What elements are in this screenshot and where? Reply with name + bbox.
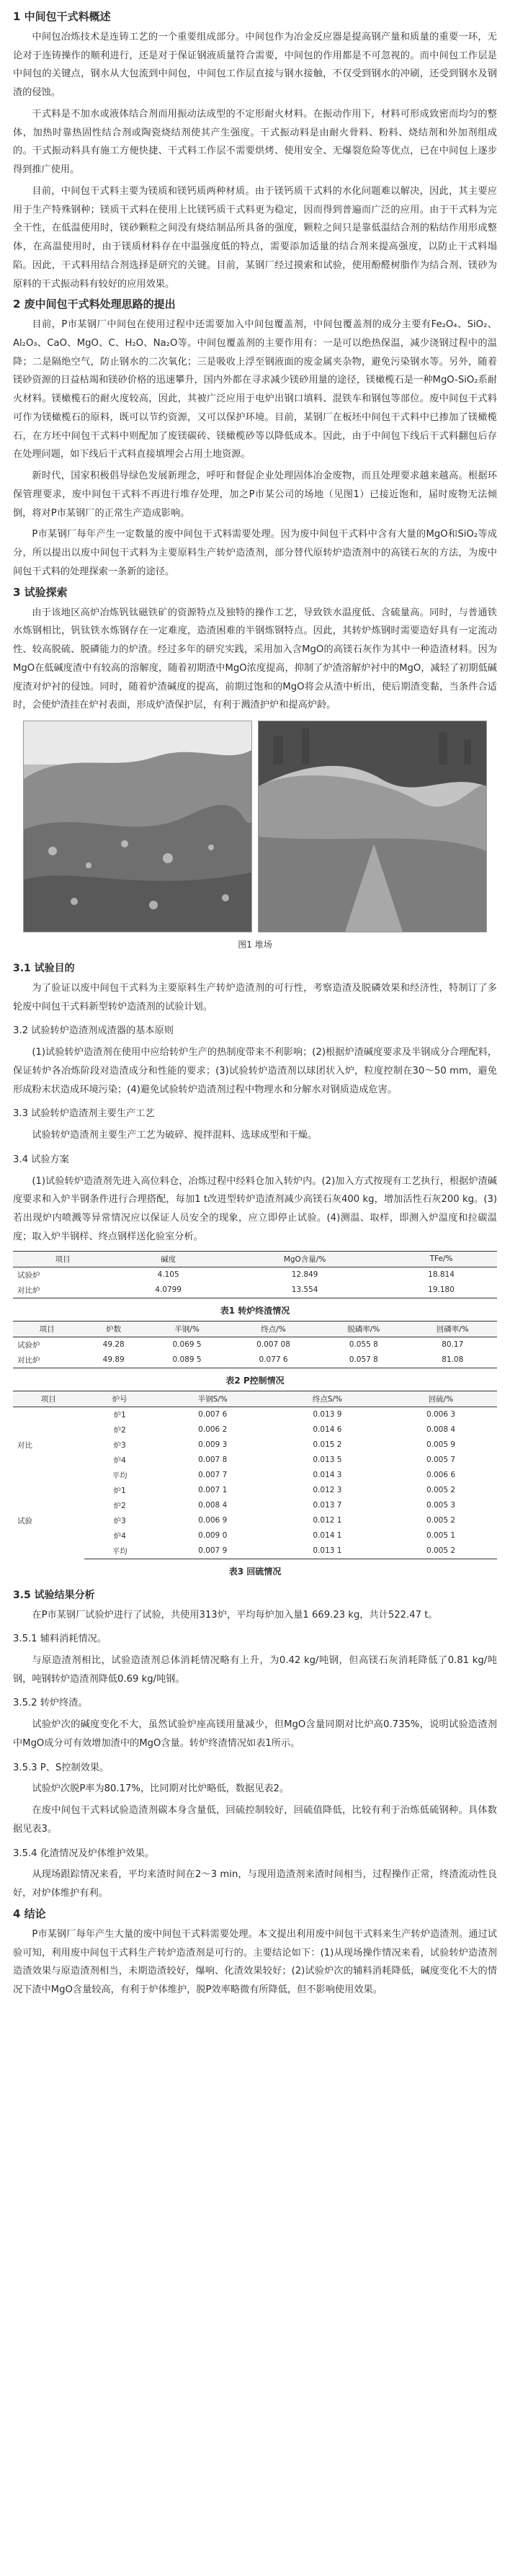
table-cell: 0.013 5 [313, 1456, 342, 1465]
table-2 [13, 1321, 497, 1368]
table-cell: 炉2 [113, 1425, 126, 1435]
subsection-heading: 3.5 试验结果分析 [13, 1589, 95, 1601]
table-cell: 0.014 3 [313, 1471, 342, 1480]
table-row [13, 1498, 497, 1513]
table-cell: 平均 [112, 1471, 128, 1480]
table-header-cell: 炉数 [81, 1321, 146, 1337]
table-row [13, 1468, 497, 1483]
table-cell: 试验炉 [17, 1340, 40, 1350]
stockyard-photo-left [23, 721, 252, 932]
subsection-heading: 3.3 试验转炉造渣剂主要生产工艺 [13, 1108, 155, 1120]
table-header-cell: 半钢/% [146, 1321, 228, 1337]
table-cell: 80.17 [442, 1340, 464, 1350]
table-row [13, 1407, 497, 1422]
table-header-cell: 碱度 [112, 1251, 224, 1267]
table-row [13, 1352, 497, 1368]
table-cell: 18.814 [428, 1270, 455, 1280]
table-header-cell: 终点/% [228, 1321, 319, 1337]
paragraph: (1)试验转炉造渣剂在使用中应给转炉生产的热制度带来不利影响；(2)根据炉渣碱度要求及半钢成分合理配料，保证转炉各冶炼阶段对造渣成分和性能的要求；(3)试验转炉造渣剂以球团状入炉，粒度控制在30～50 mm，避免形成粉末状造成环境污染；(4)避免试验转炉造渣剂过程中物理水和分解水对钢质造成危害。 [13, 1047, 497, 1095]
table-row [13, 1543, 497, 1559]
subsection-heading: 3.5.2 转炉终渣。 [13, 1698, 88, 1709]
table-header-cell: 终点S/% [270, 1391, 385, 1407]
paragraph: 试验转炉造渣剂主要生产工艺为破碎、搅拌混料、选球成型和干燥。 [32, 1130, 318, 1141]
table-cell: 81.08 [408, 1352, 497, 1368]
table-row [13, 1267, 497, 1283]
stockyard-photo-right [258, 721, 487, 932]
paragraph: (1)试验转炉造渣剂先进入高位料仓，冶炼过程中经料仓加入转炉内。(2)加入方式按现有工艺执行，根据炉渣碱度要求和入炉半钢条件进行合理搭配，每加1 t改进型转炉造渣剂减少高镁石灰400 kg，增加活性石灰200 kg。(3)若出现炉内喷溅等异常情况应以保证人员安全的现象，应立即停止试验。(4)测温、取样，即测入炉温度和拉碳温度；取入炉半钢样、终点钢样送化验室分析。 [13, 1175, 497, 1242]
table-header-cell: 回硫/% [385, 1391, 497, 1407]
table-cell: 0.055 8 [349, 1340, 378, 1350]
paragraph: 由于该地区高炉冶炼钒钛磁铁矿的资源特点及独特的操作工艺，导致铁水温度低、含硫量高。同时，与普通铁水炼钢相比，钒钛铁水炼钢存在一定难度，造渣困难的半钢炼钢特点。因此，其转炉炼钢时需要造好具有一定流动性、较高脱硫、脱磷能力的炉渣。经过多年的研究实践，采用加入含MgO的高镁石灰作为其中一种造渣材料。因为MgO在低碱度渣中有较高的溶解度，随着初期渣中MgO浓度提高，抑制了炉渣溶解炉衬中的MgO，减轻了初期低碱度渣对炉衬的侵蚀。同时，随着炉渣碱度的提高，前期过饱和的MgO将会从渣中析出，使后期渣变黏，当条件合适时，会使炉渣挂在炉衬表面，形成炉渣保护层，有利于溅渣护炉和提高炉龄。 [13, 607, 497, 711]
table-header-cell: 项目 [13, 1251, 112, 1267]
paragraph: P市某钢厂每年产生大量的废中间包干式料需要处理。本文提出利用废中间包干式料来生产转炉造渣剂。通过试验可知，利用废中间包干式料生产转炉造渣剂是可行的。主要结论如下：(1)从现场操作情况来看，试验转炉造渣剂造渣效果与原造渣剂相当，未期造渣较好，爆响、化渣效果较好；(2)试验炉次的辅料消耗降低，碱度变化不大的情况下渣中MgO含量较高，有利于炉体维护，脱P效率略微有所降低，但不影响使用效果。 [13, 1928, 497, 1995]
table-cell: 0.005 9 [426, 1440, 456, 1450]
paragraph: 目前，中间包干式料主要为镁质和镁钙质两种材质。由于镁钙质干式料的水化问题难以解决，因此，其主要应用于生产特殊钢种；镁质干式料在使用上比镁钙质干式料更为稳定，因而得到普遍而广泛的应用。由于干式料为完全干性，在低温使用时，镁砂颗粒之间没有烧结制品所具备的强度，颗粒之间只是靠低温结合剂的粘结作用形成整体，在高温使用时，由于镁质材料存在中温强度低的特点，需要添加适量的结合剂来提高强度，以防止干式料塌陷。因此，干式料用结合剂选择是研究的关键。目前，某钢厂经过摸索和试验，使用酚醛树脂作为结合剂、镁砂为原料的干式振动料有较好的应用效果。 [13, 185, 497, 290]
paragraph: 从现场跟踪情况来看，平均来渣时间在2～3 min，与现用造渣剂来渣时间相当，过程操作正常，终渣流动性良好，对炉体维护有利。 [13, 1869, 497, 1899]
table-cell: 0.005 2 [426, 1516, 456, 1525]
table-cell: 0.005 2 [385, 1543, 497, 1559]
table-cell: 0.089 5 [146, 1352, 228, 1368]
table-cell: 炉3 [113, 1516, 126, 1525]
subsection-heading: 3.1 试验目的 [13, 962, 75, 974]
table-cell: 0.077 6 [228, 1352, 319, 1368]
table-cell: 0.007 08 [256, 1340, 290, 1350]
table-header-cell: 回磷率/% [408, 1321, 497, 1337]
table-cell: 0.007 7 [198, 1471, 228, 1480]
table-cell: 0.007 6 [198, 1410, 228, 1420]
table-cell: 平均 [84, 1543, 156, 1559]
table-cell: 0.009 3 [198, 1440, 228, 1450]
table-cell: 炉2 [113, 1501, 126, 1510]
table-cell: 0.008 4 [426, 1425, 456, 1435]
paragraph: 中间包冶炼技术是连铸工艺的一个重要组成部分。中间包作为冶金反应器是提高钢产量和质量的重要一环，无论对于连铸操作的顺利进行，还是对于保证钢液质量符合需要，中间包的作用都是不可忽视的。而中间包工作层是中间包的关键点，钢水从大包流到中间包，中间包工作层直接与钢水接触，不仅受到钢水的冲刷，还受到钢水及钢渣的侵蚀。 [13, 32, 497, 99]
table-cell: 0.057 8 [319, 1352, 408, 1368]
table-header-cell: 半钢S/% [156, 1391, 270, 1407]
subsection-heading: 3.5.1 辅料消耗情况。 [13, 1634, 107, 1645]
table-cell: 0.005 3 [426, 1501, 456, 1510]
paragraph: 在废中间包干式料试验造渣剂碳本身含量低，回硫控制较好，回硫值降低，比较有利于治炼低硫钢种。具体数据见表3。 [13, 1805, 497, 1835]
table-cell: 19.180 [385, 1283, 497, 1298]
table-group-label: 试验 [17, 1516, 32, 1525]
table-cell: 49.89 [81, 1352, 146, 1368]
table-group-label: 对比 [17, 1440, 32, 1450]
subsection-heading: 3.5.4 化渣情况及炉体维护效果。 [13, 1848, 154, 1859]
figure-photos [13, 721, 497, 932]
table-cell: 炉1 [113, 1486, 126, 1495]
table-cell: 0.013 9 [313, 1410, 342, 1420]
section-heading: 3 试验探索 [13, 585, 68, 599]
table-row [13, 1513, 497, 1528]
table-cell: 0.005 1 [426, 1531, 456, 1541]
table-header-cell: 项目 [13, 1391, 84, 1407]
table-cell: 炉1 [113, 1410, 126, 1420]
paragraph: 目前，P市某钢厂中间包在使用过程中还需要加入中间包覆盖剂，中间包覆盖剂的成分主要有Fe₂O₄、SiO₂、Al₂O₃、CaO、MgO、C、H₂O、Na₂O等。中间包覆盖剂的主要作用有：一是可以绝热保温，减少浇钢过程中的温降；二是隔绝空气，防止钢水的二次氧化；三是吸收上浮至钢液面的废金属夹杂物，避免污染钢水等。另外，随着镁砂资源的日益枯竭和镁砂价格的迅速攀升，国内外都在寻求减少镁砂用量的途径，镁橄榄石是一种MgO-SiO₂系耐火材料。镁橄榄石的耐火度较高，因此，其被广泛应用于电炉出钢口填料、混铁车和钢包等部位。废中间包干式料可作为镁橄榄石的原料，既可以节约资源，又可以保护环境。目前，某钢厂在板坯中间包干式料中已掺加了镁橄榄石，在方坯中间包干式料中则配加了废镁碳砖、镁橄榄砂等以降低成本。因此，由于中间包下线后干式料翻包后存在处理问题，如下线后干式料直接填埋会占用土地资源。 [13, 319, 497, 460]
table-cell: 0.005 2 [426, 1486, 456, 1495]
section-heading: 1 中间包干式料概述 [13, 10, 111, 23]
subsection-heading: 3.2 试验转炉造渣剂成渣器的基本原则 [13, 1025, 174, 1037]
table-cell: 49.28 [102, 1340, 125, 1350]
table-header-cell: 项目 [13, 1321, 81, 1337]
table-cell: 0.069 5 [172, 1340, 202, 1350]
table-cell: 0.007 1 [198, 1486, 228, 1495]
paragraph: 干式料是不加水或液体结合剂而用振动法成型的不定形耐火材料。在振动作用下，材料可形成致密而均匀的整体，加热时靠热固性结合剂或陶瓷烧结剂使其产生强度。干式振动料是由耐火骨料、粉料、烧结剂和外加剂组成的。干式振动料具有施工方便快捷、干式料工作层不需要烘烤、使用安全、无爆裂危险等优点，已在中间包上逐步得到推广使用。 [13, 108, 497, 176]
table-row [13, 1438, 497, 1453]
table-cell: 0.008 4 [198, 1501, 228, 1510]
table-cell: 对比炉 [13, 1283, 112, 1298]
table-cell: 炉4 [113, 1456, 126, 1465]
section-heading: 4 结论 [13, 1907, 46, 1920]
table-cell: 0.012 1 [313, 1516, 342, 1525]
table-cell: 0.007 8 [198, 1456, 228, 1465]
table-cell: 4.105 [157, 1270, 179, 1280]
table-cell: 0.006 3 [426, 1410, 456, 1420]
table-cell: 12.849 [291, 1270, 318, 1280]
table-cell: 炉4 [113, 1531, 126, 1541]
table-row [13, 1453, 497, 1468]
table-cell: 0.012 3 [313, 1486, 342, 1495]
table-row [13, 1337, 497, 1352]
table-title: 表1 转炉终渣情况 [220, 1305, 290, 1316]
table-cell: 试验炉 [17, 1270, 40, 1280]
table-title: 表3 回硫情况 [228, 1566, 282, 1577]
subsection-heading: 3.5.3 P、S控制效果。 [13, 1762, 109, 1773]
table-cell: 0.013 1 [270, 1543, 385, 1559]
paragraph: 在P市某钢厂试验炉进行了试验，共使用313炉，平均每炉加入量1 669.23 kg，共计522.47 t。 [32, 1609, 438, 1621]
table-cell: 4.0799 [112, 1283, 224, 1298]
paragraph: P市某钢厂每年产生一定数量的废中间包干式料需要处理。因为废中间包干式料中含有大量的MgO和SiO₂等成分，所以提出以废中间包干式料为主要原料生产转炉造渣剂，部分替代原转炉造渣剂中的高镁石灰的方法，为废中间包干式料的处理探索一条新的途径。 [13, 529, 497, 577]
table-cell: 0.013 7 [313, 1501, 342, 1510]
table-header-cell: TFe/% [385, 1251, 497, 1267]
paragraph: 试验炉次脱P率为80.17%，比同期对比炉略低，数据见表2。 [32, 1783, 290, 1795]
table-row [13, 1528, 497, 1543]
table-cell: 13.554 [224, 1283, 385, 1298]
table-cell: 0.006 6 [426, 1471, 456, 1480]
table-cell: 0.014 1 [313, 1531, 342, 1541]
table-3 [13, 1391, 497, 1559]
table-cell: 0.014 6 [313, 1425, 342, 1435]
paragraph: 试验炉次的碱度变化不大，虽然试验炉座高镁用量减少，但MgO含量同期对比炉高0.735%，说明试验造渣剂中MgO成分可有效增加渣中的MgO含量。转炉终渣情况如表1所示。 [13, 1719, 497, 1749]
table-title: 表2 P控制情况 [225, 1375, 285, 1386]
table-cell: 0.006 2 [198, 1425, 228, 1435]
table-row [13, 1483, 497, 1498]
table-cell: 对比炉 [13, 1352, 81, 1368]
table-cell: 0.006 9 [198, 1516, 228, 1525]
paragraph: 与原造渣剂相比，试验造渣剂总体消耗情况略有上升，为0.42 kg/吨钢，但高镁石灰消耗降低了0.81 kg/吨钢，吨钢转炉造渣剂降低0.69 kg/吨钢。 [13, 1654, 497, 1685]
table-header-cell: 脱磷率/% [319, 1321, 408, 1337]
section-heading: 2 废中间包干式料处理思路的提出 [13, 298, 176, 311]
table-header-cell: MgO含量/% [224, 1251, 385, 1267]
figure-caption: 图1 堆场 [238, 939, 272, 950]
table-cell: 0.015 2 [313, 1440, 342, 1450]
subsection-heading: 3.4 试验方案 [13, 1154, 69, 1165]
table-1 [13, 1251, 497, 1298]
table-row [13, 1283, 497, 1298]
table-row [13, 1422, 497, 1438]
paragraph: 新时代，国家积极倡导绿色发展新理念，呼吁和督促企业处理固体冶金废物，而且处理要求越来越高。根据环保管理要求，废中间包干式料不再进行堆存处理，加之P市某公司的场地（见图1）已接近饱和，届时废物无法倾倒，将对P市某钢厂的正常生产造成影响。 [13, 471, 497, 519]
paragraph: 为了验证以废中间包干式料为主要原料生产转炉造渣剂的可行性，考察造渣及脱磷效果和经济性，特制订了多轮废中间包干式料新型转炉造渣剂的试验计划。 [13, 982, 497, 1012]
table-cell: 0.009 0 [198, 1531, 228, 1541]
table-header-cell: 炉号 [84, 1391, 156, 1407]
table-cell: 0.007 9 [156, 1543, 270, 1559]
table-cell: 0.005 7 [426, 1456, 456, 1465]
table-cell: 炉3 [113, 1440, 126, 1450]
